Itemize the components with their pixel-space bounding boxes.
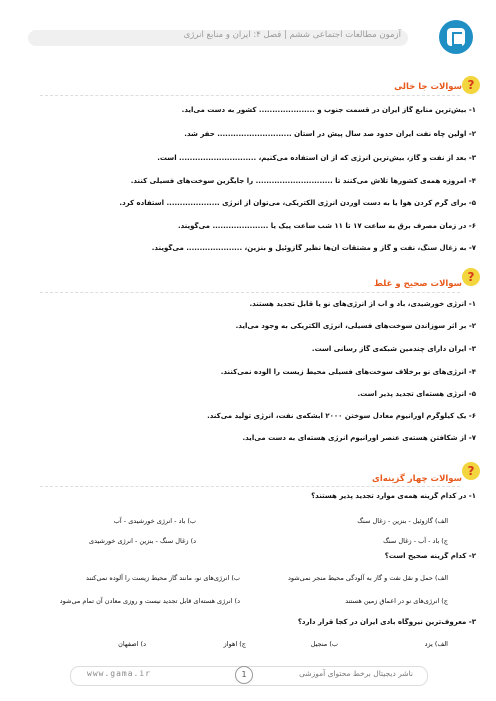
fill-blank-item: ۱- بیش‌ترین منابع گاز ایران در قسمت جنوب و ..................... کشور به دست می‌آید. [181,106,476,114]
mc-option: ب) منجیل [310,640,338,648]
section-divider [40,486,460,487]
mc-option: الف) گازوئیل - بنزین - زغال سنگ [357,517,448,525]
mc-option: ب) انرژی‌های نو، مانند گاز محیط زیست را آلوده نمی‌کنند [85,574,240,582]
true-false-item: ۲- بر اثر سوزاندن سوخت‌های فسیلی، انرژی الکتریکی به وجود می‌آید. [235,322,476,330]
section-divider [40,292,460,293]
fill-blank-item: ۳- بعد از نفت و گاز، بیش‌ترین انرژی که از آن استفاده می‌کنیم، ............................. است. [157,154,476,162]
mc-option: ب) باد - انرژی خورشیدی - آب [113,517,196,525]
mc-option: ج) باد - آب - زغال سنگ [383,537,448,545]
true-false-item: ۱- انرژی خورشیدی، باد و آب از انرژی‌های نو یا قابل تجدید هستند. [249,300,476,308]
footer [70,666,428,686]
fill-blank-item: ۲- اولین چاه نفت ایران حدود صد سال پیش در استان ............................ حفر شد. [184,130,476,138]
mc-option: د) انرژی هسته‌ای قابل تجدید نیست و روزی معادن آن تمام می‌شود [59,597,240,605]
true-false-item: ۷- از شکافتن هسته‌ی عنصر اورانیوم انرژی هسته‌ای به دست می‌آید. [242,434,476,442]
true-false-item: ۵- انرژی هسته‌ای تجدید پذیر است. [357,390,476,398]
true-false-item: ۴- انرژی‌های نو برخلاف سوخت‌های فسیلی محیط زیست را آلوده نمی‌کنند. [220,368,476,376]
section-title-fill-blank: سوالات جا خالی [394,82,462,92]
gama-logo-icon [439,20,473,54]
fill-blank-item: ۷- به زغال سنگ، نفت و گاز و مشتقات آن‌ها نظیر گازوئیل و بنزین، ..................... می‌گویند. [151,244,476,252]
publisher-text: ناشر دیجیتال برخط محتوای آموزشی [299,669,413,678]
fill-blank-item: ۴- امروزه همه‌ی کشورها تلاش می‌کنند تا ............................. را جایگزین سوخت‌های فسیلی کنند. [130,177,476,185]
mc-option: د) اصفهان [118,640,146,648]
mc-option: د) زغال سنگ - بنزین - انرژی خورشیدی [88,537,196,545]
mc-option: ج) انرژی‌های نو در اعماق زمین هستند [345,597,448,605]
mc-option: ج) اهواز [223,640,246,648]
fill-blank-item: ۶- در زمان مصرف برق به ساعت ۱۷ تا ۱۱ شب ساعت پیک یا ..................... می‌گویند. [177,222,476,230]
section-divider [40,95,460,96]
header-title: آزمون مطالعات اجتماعی ششم | فصل ۴: ایران و منابع انرژی [183,30,401,40]
section-title-multiple-choice: سوالات چهار گزینه‌ای [372,474,462,484]
question-mark-icon: ? [462,462,480,480]
mc-question: ۱- در کدام گزینه همه‌ی موارد تجدید پذیر هستند؟ [311,492,476,500]
question-mark-icon: ? [462,268,480,286]
section-title-true-false: سوالات صحیح و غلط [374,279,462,289]
fill-blank-item: ۵- برای گرم کردن هوا یا به دست آوردن انرژی الکتریکی، می‌توان از انرژی .................... استفاده کرد. [119,199,476,207]
header [28,20,473,50]
mc-question: ۲- کدام گزینه صحیح است؟ [384,552,476,560]
mc-option: الف) یزد [424,640,448,648]
question-mark-icon: ? [462,76,480,94]
footer-url[interactable]: www.gama.ir [87,669,151,678]
mc-question: ۳- معروف‌ترین نیروگاه بادی ایران در کجا قرار دارد؟ [297,618,476,626]
true-false-item: ۶- یک کیلوگرم اورانیوم معادل سوختن ۲۰۰۰ ابشکه‌ی نفت، انرژی تولید می‌کند. [207,412,476,420]
mc-option: الف) حمل و نقل نفت و گاز به آلودگی محیط منجر نمی‌شود [287,574,448,582]
page-number: 1 [235,666,253,684]
true-false-item: ۳- ایران دارای چندمین شبکه‌ی گاز رسانی است. [311,345,476,353]
